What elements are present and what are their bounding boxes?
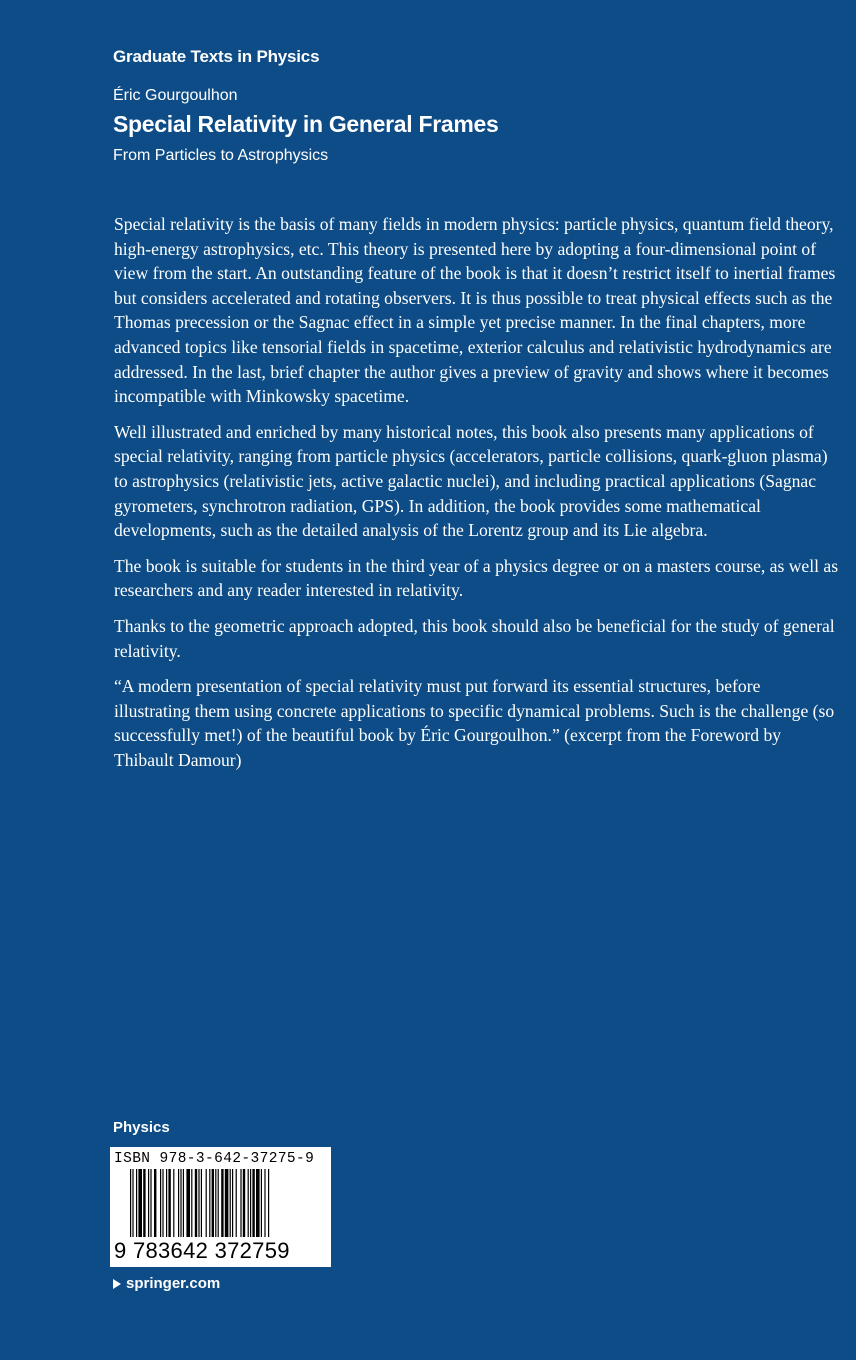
barcode-bar — [166, 1169, 167, 1237]
blurb-paragraph: Special relativity is the basis of many fields in modern physics: particle physics, quantum field theory, high-energy astrophysics, etc. This theory is presented here by adopting a four-dimensional point of view from the start. An outstanding feature of the book is that it doesn’t restrict itself to inertial frames but considers accelerated and rotating observers. It is thus possible to treat physical effects such as the Thomas precession or the Sagnac effect in a simple yet precise manner. In the final chapters, more advanced topics like tensorial fields in spacetime, exterior calculus and relativistic hydrodynamics are addressed. In the last, brief chapter the author gives a preview of gravity and shows where it becomes incompatible with Minkowsky spacetime. — [114, 214, 836, 407]
blurb-paragraph: The book is suitable for students in the third year of a physics degree or on a masters course, as well as researchers and any reader interested in relativity. — [114, 555, 839, 601]
barcode-bar — [154, 1169, 156, 1237]
publisher-link[interactable] — [113, 1275, 220, 1292]
blurb — [114, 212, 840, 783]
barcode-bar — [138, 1169, 142, 1237]
barcode-bar — [221, 1169, 223, 1237]
book-subtitle: From Particles to Astrophysics — [113, 147, 329, 164]
barcode-bar — [180, 1169, 181, 1237]
isbn-label: ISBN 978-3-642-37275-9 — [114, 1151, 315, 1167]
barcode-bar — [160, 1169, 161, 1237]
barcode-bar — [201, 1169, 202, 1237]
barcode-bar — [143, 1169, 145, 1237]
barcode-bar — [132, 1169, 133, 1237]
barcode-bar — [195, 1169, 197, 1237]
barcode-bars — [130, 1169, 316, 1243]
barcode-bar — [225, 1169, 229, 1237]
barcode-bar — [178, 1169, 179, 1237]
barcode-bar — [243, 1169, 245, 1237]
barcode-bar — [209, 1169, 210, 1237]
barcode-bar — [148, 1169, 149, 1237]
barcode-bar — [256, 1169, 260, 1237]
barcode-bar — [215, 1169, 216, 1237]
series-name: Graduate Texts in Physics — [113, 47, 320, 66]
barcode-bar — [236, 1169, 237, 1237]
barcode-bar — [162, 1169, 163, 1237]
barcode-bar — [232, 1169, 233, 1237]
publisher-url: springer.com — [126, 1275, 221, 1292]
barcode-bar — [252, 1169, 254, 1237]
author-name: Éric Gourgoulhon — [113, 87, 238, 104]
book-title: Special Relativity in General Frames — [113, 111, 499, 137]
barcode-bar — [268, 1169, 269, 1237]
subject-category: Physics — [113, 1119, 170, 1136]
barcode-bar — [264, 1169, 265, 1237]
arrow-right-icon — [113, 1279, 121, 1289]
barcode-bar — [183, 1169, 184, 1237]
blurb-paragraph: Thanks to the geometric approach adopted, this book should also be beneficial for the study of general relativity. — [114, 615, 835, 661]
barcode-bar — [130, 1169, 131, 1237]
barcode-bar — [186, 1169, 190, 1237]
barcode-bar — [173, 1169, 174, 1237]
blurb-paragraph: Well illustrated and enriched by many historical notes, this book also presents many applications of special relativity, ranging from particle physics (accelerators, particle collisions, quark-gluon plasma) to astrophysics (relativistic jets, active galactic nuclei), and including practical applications (Sagnac gyrometers, synchrotron radiation, GPS). In addition, the book provides some mathematical developments, such as the detailed analysis of the Lorentz group and its Lie algebra. — [114, 421, 828, 541]
barcode-bar — [218, 1169, 219, 1237]
barcode-bar — [240, 1169, 241, 1237]
foreword-quote: “A modern presentation of special relativity must put forward its essential structures, before illustrating them using concrete applications to specific dynamical problems. Such is the challenge (so successfully met!) of the beautiful book by Éric Gourgoulhon.” (excerpt from the Foreword by Thibault Damour) — [114, 676, 835, 770]
barcode-bar — [198, 1169, 199, 1237]
barcode-bar — [230, 1169, 231, 1237]
barcode-bar — [168, 1169, 170, 1237]
barcode-bar — [136, 1169, 137, 1237]
barcode-bar — [212, 1169, 214, 1237]
barcode-bar — [191, 1169, 192, 1237]
barcode-bar — [206, 1169, 207, 1237]
barcode-bar — [150, 1169, 151, 1237]
barcode-digits: 9 783642 372759 — [114, 1238, 290, 1263]
barcode-bar — [248, 1169, 249, 1237]
isbn-barcode — [110, 1147, 331, 1267]
barcode-bar — [250, 1169, 251, 1237]
barcode-bar — [261, 1169, 262, 1237]
